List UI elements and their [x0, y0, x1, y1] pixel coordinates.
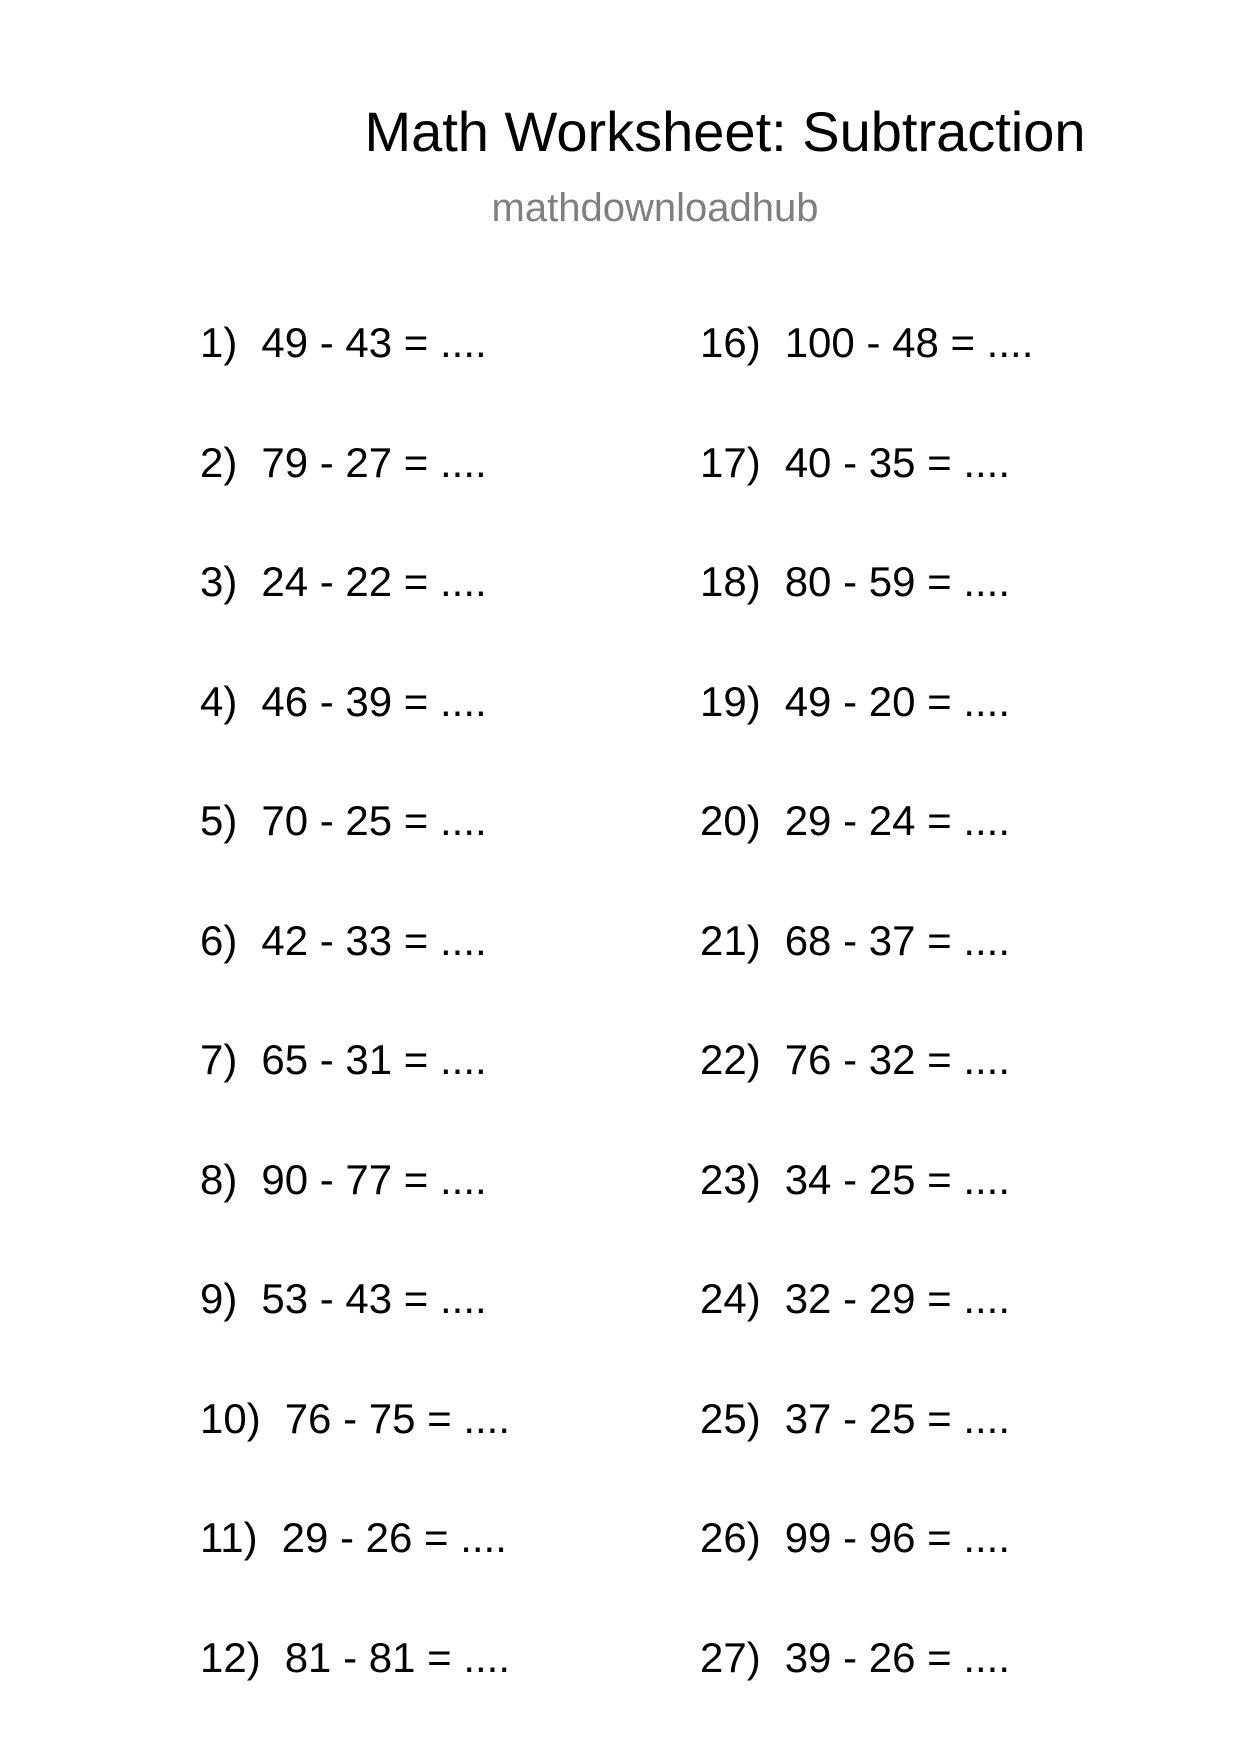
problem-expression: 49 - 43 = ....	[261, 319, 487, 366]
problem-item	[200, 676, 487, 728]
problem-number: 24)	[700, 1275, 761, 1322]
problem-expression: 39 - 26 = ....	[784, 1633, 1011, 1681]
problem-expression: 81 - 81 = ....	[284, 1633, 511, 1681]
page-title: Math Worksheet: Subtraction	[364, 100, 1086, 163]
problem-item	[700, 1273, 1010, 1325]
problem-number: 16)	[700, 319, 761, 366]
problem-expression: 80 - 59 = ....	[784, 558, 1011, 605]
problem-expression: 37 - 25 = ....	[784, 1394, 1011, 1442]
problem-expression: 100 - 48 = ....	[784, 319, 1034, 366]
problem-item	[200, 317, 487, 369]
problem-number: 17)	[700, 438, 761, 486]
problem-item	[200, 1393, 510, 1445]
problem-item	[700, 676, 1010, 728]
problem-expression: 53 - 43 = ....	[261, 1275, 487, 1322]
problem-item	[200, 556, 487, 608]
problem-number: 21)	[700, 916, 761, 964]
problem-item	[200, 437, 487, 489]
problem-item	[200, 1154, 487, 1206]
problem-number: 2)	[200, 438, 238, 486]
problem-expression: 24 - 22 = ....	[261, 558, 487, 605]
problem-item	[200, 1512, 507, 1564]
problem-number: 23)	[700, 1155, 761, 1203]
problem-item	[700, 437, 1010, 489]
problem-item	[700, 915, 1010, 967]
problem-number: 5)	[200, 797, 238, 844]
problem-expression: 90 - 77 = ....	[261, 1155, 487, 1203]
problem-number: 8)	[200, 1155, 238, 1203]
problem-expression: 46 - 39 = ....	[261, 677, 487, 725]
problem-number: 11)	[200, 1514, 258, 1561]
problem-item	[200, 1034, 487, 1086]
problem-expression: 76 - 32 = ....	[784, 1036, 1011, 1083]
page-subtitle: mathdownloadhub	[491, 186, 819, 230]
problem-item	[700, 1512, 1010, 1564]
problem-item	[200, 795, 487, 847]
problem-expression: 49 - 20 = ....	[784, 677, 1011, 725]
problem-expression: 34 - 25 = ....	[784, 1155, 1011, 1203]
problem-item	[700, 556, 1010, 608]
problem-expression: 65 - 31 = ....	[261, 1036, 487, 1083]
problem-item	[200, 1273, 487, 1325]
problem-number: 25)	[700, 1394, 761, 1442]
problem-number: 3)	[200, 558, 238, 605]
problem-expression: 68 - 37 = ....	[784, 916, 1011, 964]
problem-expression: 29 - 24 = ....	[784, 797, 1011, 844]
problem-number: 6)	[200, 916, 238, 964]
problem-expression: 99 - 96 = ....	[784, 1514, 1011, 1561]
problem-number: 26)	[700, 1514, 761, 1561]
problem-number: 4)	[200, 677, 238, 725]
problem-number: 22)	[700, 1036, 761, 1083]
problem-expression: 79 - 27 = ....	[261, 438, 487, 486]
problem-item	[200, 1632, 510, 1684]
problem-item	[700, 1632, 1010, 1684]
problem-expression: 40 - 35 = ....	[784, 438, 1011, 486]
problem-item	[700, 1154, 1010, 1206]
problem-expression: 32 - 29 = ....	[784, 1275, 1011, 1322]
problem-number: 10)	[200, 1394, 261, 1442]
problem-expression: 70 - 25 = ....	[261, 797, 487, 844]
problem-number: 1)	[200, 319, 238, 366]
problem-number: 12)	[200, 1633, 261, 1681]
problem-number: 20)	[700, 797, 761, 844]
problem-number: 27)	[700, 1633, 761, 1681]
problem-number: 19)	[700, 677, 761, 725]
problem-expression: 76 - 75 = ....	[284, 1394, 511, 1442]
problem-expression: 42 - 33 = ....	[261, 916, 487, 964]
problem-item	[700, 795, 1010, 847]
problem-expression: 29 - 26 = ....	[281, 1514, 507, 1561]
problem-number: 9)	[200, 1275, 238, 1322]
problem-item	[700, 317, 1033, 369]
problem-number: 18)	[700, 558, 761, 605]
problem-number: 7)	[200, 1036, 238, 1083]
problem-item	[700, 1034, 1010, 1086]
problem-item	[200, 915, 487, 967]
problem-item	[700, 1393, 1010, 1445]
